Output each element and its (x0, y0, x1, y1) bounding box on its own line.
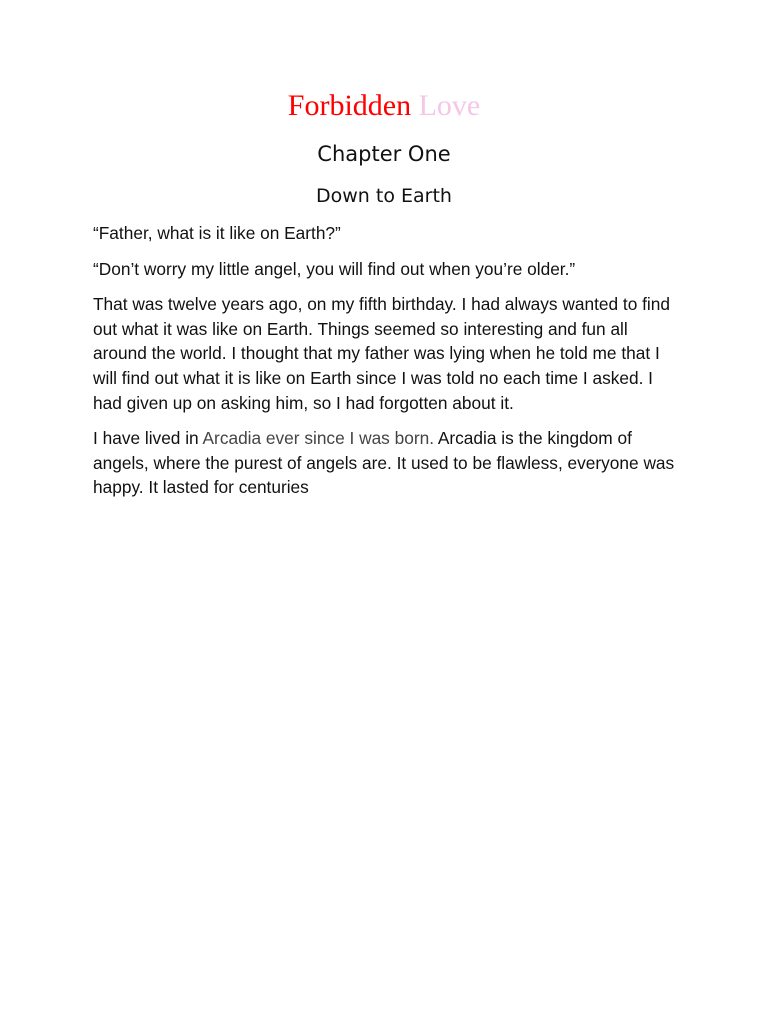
chapter-heading: Chapter One (317, 142, 451, 166)
title-love: Love (418, 89, 481, 122)
paragraph-4 (93, 426, 683, 500)
document-title (0, 86, 768, 126)
document-body (93, 221, 683, 511)
paragraph-4-highlight: Arcadia ever since I was born. (202, 428, 435, 449)
chapter-subtitle: Down to Earth (316, 185, 452, 207)
paragraph-2: “Don’t worry my little angel, you will find out when you’re older.” (93, 258, 576, 279)
paragraph-4-end: Arcadia is the kingdom of angels, where the purest of angels are. It used to be flawless, everyone was happy. It lasted for centuries (93, 428, 675, 498)
title-forbidden: Forbidden (287, 89, 412, 122)
paragraph-4-start: I have lived in (93, 428, 203, 449)
paragraph-1: “Father, what is it like on Earth?” (93, 223, 341, 243)
paragraph-3: That was twelve years ago, on my fifth birthday. I had always wanted to find out what it was like on Earth. Things seemed so interesting and fun all around the world. I thought that my father was lying when he told me that I will find out what it is like on Earth since I was told no each time I asked. I had given up on asking him, so I had forgotten about it. (93, 294, 670, 413)
